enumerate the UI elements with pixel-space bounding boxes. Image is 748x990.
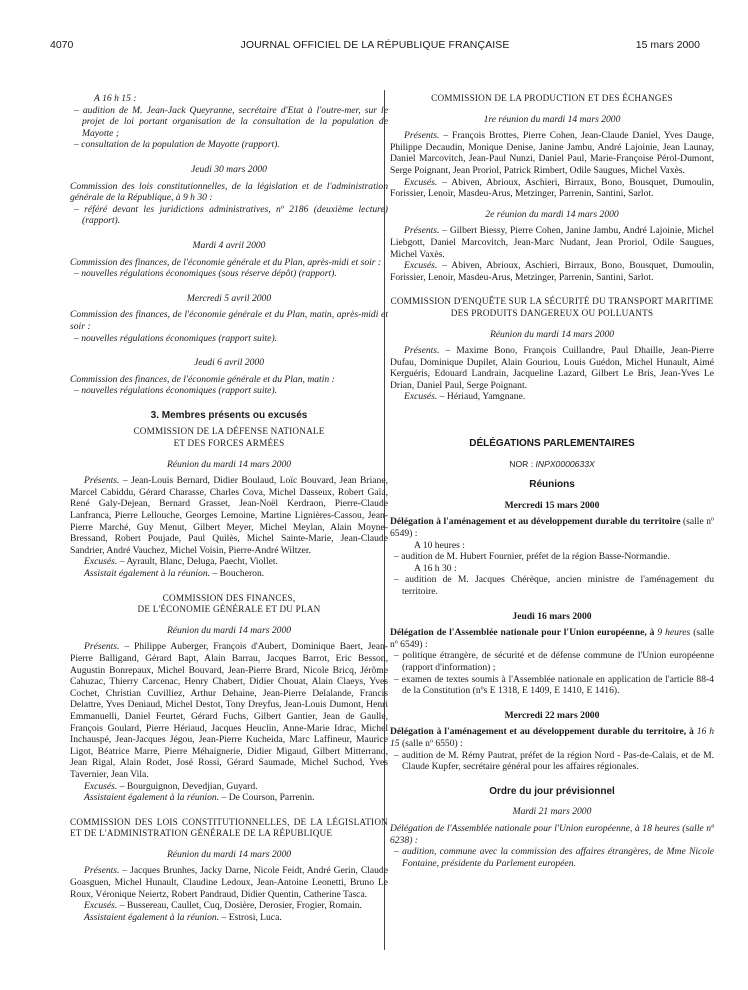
commission-name: ET DES FORCES ARMÉES xyxy=(173,438,285,449)
attendance-also: Assistait également à la réunion. – Boucheron. xyxy=(84,568,265,579)
agenda-item: – nouvelles régulations économiques (sous réserve dépôt) (rapport). xyxy=(74,268,337,280)
agenda-item: – consultation de la population de Mayotte (rapport). xyxy=(74,139,280,151)
time-heading: A 10 heures : xyxy=(414,539,465,551)
commission-line: Commission des finances, de l'économie générale et du Plan, après-midi et soir : xyxy=(70,256,382,268)
date-heading: Jeudi 16 mars 2000 xyxy=(512,610,592,622)
agenda-item: – nouvelles régulations économiques (rapport suite). xyxy=(74,385,278,397)
delegation-line: Délégation de l'Assemblée nationale pour l'Union européenne, à 9 heures (salle nº 6549) : xyxy=(390,627,714,650)
date-heading: Mardi 21 mars 2000 xyxy=(512,806,592,818)
date-heading: Jeudi 6 avril 2000 xyxy=(193,357,265,369)
section-heading: DÉLÉGATIONS PARLEMENTAIRES xyxy=(469,438,635,450)
date-heading: Mardi 4 avril 2000 xyxy=(192,239,266,251)
date-heading: Mercredi 15 mars 2000 xyxy=(504,499,600,511)
date-heading: Jeudi 30 mars 2000 xyxy=(191,163,267,175)
nor-reference: NOR : INPX0000633X xyxy=(509,458,595,469)
agenda-item: – audition, commune avec la commission des affaires étrangères, de Mme Nicole Fontaine, présidente du Parlement européen. xyxy=(394,846,714,869)
agenda-item: – audition de M. Rémy Pautrat, préfet de la région Nord - Pas-de-Calais, et de M. Claude Kupfer, secrétaire général pour les affaires régionales. xyxy=(394,749,714,773)
issue-date: 15 mars 2000 xyxy=(635,39,700,51)
agenda-item: – audition de M. Jacques Chérèque, ancien ministre de l'aménagement du territoire. xyxy=(394,574,714,597)
attendance-excused: Excusés. – Bourguignon, Devedjian, Guyard. xyxy=(84,780,258,792)
commission-line: Commission des lois constitutionnelles, de la législation et de l'administration générale de la République, à 9 h 30 : xyxy=(70,180,388,204)
meeting-heading: Réunion du mardi 14 mars 2000 xyxy=(489,328,615,340)
attendance-also: Assistaient également à la réunion. – Estrosi, Luca. xyxy=(84,911,282,923)
delegation-line: Délégation de l'Assemblée nationale pour l'Union européenne, à 18 heures (salle nº 6238) : xyxy=(390,822,714,846)
commission-line: Commission des finances, de l'économie générale et du Plan, matin, après-midi et soir : xyxy=(70,309,388,332)
meeting-heading: 2e réunion du mardi 14 mars 2000 xyxy=(485,208,619,220)
page-header xyxy=(50,40,700,54)
meeting-heading: 1re réunion du mardi 14 mars 2000 xyxy=(483,113,621,125)
subsection-heading: Ordre du jour prévisionnel xyxy=(489,785,615,797)
attendance-present: Présents. – Philippe Auberger, François d'Aubert, Dominique Baert, Jean-Pierre Balligand, Gérard Bapt, Alain Barrau, Jacques Barrot, Eric Besson, Augustin Bonrepaux, Michel Bouvard, Jean-Pierre Brard, Nicole Bricq, Jérôme Cahuzac, Thierry Carcenac, Henry Chabert, Didier Chouat, Alain Claeys, Yves Cochet, Christian Cuvilliez, Arthur Dehaine, Jean-Pierre Delalande, Francis Delattre, Yves Deniaud, Michel Destot, Tony Dreyfus, Jean-Louis Dumont, Henri Emmanuelli, Daniel Feurtet, Gérard Fuchs, Gilbert Gantier, Jean de Gaulle, François Goulard, Pierre Hériaud, Jacques Heuclin, Anne-Marie Idrac, Michel Inchauspé, Jean-Jacques Jégou, Jean-Pierre Kucheida, Marc Laffineur, Maurice Ligot, Béatrice Marre, Pierre Méhaignerie, Didier Migaud, Gilbert Mitterrand, Jean Rigal, Alain Rodet, José Rossi, Gérard Saumade, Michel Suchod, Yves Tavernier, Jean Vila. xyxy=(70,641,388,780)
agenda-item: – politique étrangère, de sécurité et de défense commune de l'Union européenne (rapport d'information) ; xyxy=(394,650,714,673)
commission-name: COMMISSION DES FINANCES, xyxy=(162,592,296,603)
commission-name: DE L'ÉCONOMIE GÉNÉRALE ET DU PLAN xyxy=(137,604,321,615)
attendance-excused: Excusés. – Abiven, Abrioux, Aschieri, Birraux, Bono, Bousquet, Dumoulin, Forissier, Lenoir, Masdeu-Arus, Metzinger, Parrenin, Santini, Sarlot. xyxy=(390,260,714,283)
time-heading: A 16 h 30 : xyxy=(414,562,457,574)
right-column xyxy=(390,93,714,869)
date-heading: Mercredi 22 mars 2000 xyxy=(504,709,600,721)
agenda-item: – référé devant les juridictions administratives, nº 2186 (deuxième lecture) (rapport). xyxy=(74,203,388,227)
date-heading: Mercredi 5 avril 2000 xyxy=(186,292,272,304)
delegation-line: Délégation à l'aménagement et au développement durable du territoire (salle nº 6549) : xyxy=(390,516,714,540)
attendance-excused: Excusés. – Hériaud, Yamgnane. xyxy=(404,391,526,403)
attendance-present: Présents. – Gilbert Biessy, Pierre Cohen, Janine Jambu, André Lajoinie, Michel Liebgott, Daniel Marcovitch, Jean-Marc Nudant, Jean Proriol, Odile Saugues, Michel Vaxès. xyxy=(390,225,714,260)
meeting-heading: Réunion du mardi 14 mars 2000 xyxy=(166,624,292,636)
commission-name: COMMISSION DE LA PRODUCTION ET DES ÉCHANGES xyxy=(431,93,673,103)
attendance-present: Présents. – Jean-Louis Bernard, Didier Boulaud, Loïc Bouvard, Jean Briane, Marcel Cabiddu, Gérard Charasse, Charles Cova, Michel Dasseux, Robert Gaïa, René Galy-Dejean, Bernard Grasset, Jean-Noël Kerdraon, Pierre-Claude Lanfranca, Pierre Lellouche, Georges Lemoine, Martine Lignières-Cassou, Jean-Pierre Marché, Guy Menut, Gilbert Meyer, Michel Meylan, Alain Moyne-Bressand, Robert Poujade, Paul Quilès, Michel Sainte-Marie, Jean-Claude Sandrier, André Vauchez, Michel Voisin, Pierre-André Wiltzer. xyxy=(70,475,388,556)
agenda-item: – audition de M. Jean-Jack Queyranne, secrétaire d'Etat à l'outre-mer, sur le projet de loi portant organisation de la consultation de la population de Mayotte ; xyxy=(74,104,388,139)
commission-line: Commission des finances, de l'économie générale et du Plan, matin : xyxy=(70,373,335,385)
attendance-excused: Excusés. – Bussereau, Caullet, Cuq, Dosière, Derosier, Frogier, Romain. xyxy=(84,900,362,912)
meeting-heading: Réunion du mardi 14 mars 2000 xyxy=(166,458,292,470)
attendance-present: Présents. – Jacques Brunhes, Jacky Darne, Nicole Feidt, André Gerin, Claude Goasguen, Michel Hunault, Claudine Ledoux, Jean-Antoine Leonetti, Bruno Le Roux, Véronique Neiertz, Robert Pandraud, Didier Quentin, Catherine Tasca. xyxy=(70,865,388,900)
subsection-heading: Réunions xyxy=(529,479,575,491)
attendance-excused: Excusés. – Ayrault, Blanc, Deluga, Paecht, Viollet. xyxy=(84,556,278,568)
commission-name: COMMISSION DES LOIS CONSTITUTIONNELLES, DE LA LÉGISLATION ET DE L'ADMINISTRATION GÉNÉRALE DE LA RÉPUBLIQUE xyxy=(70,816,388,839)
journal-title: JOURNAL OFFICIEL DE LA RÉPUBLIQUE FRANÇAISE xyxy=(240,39,510,51)
attendance-present: Présents. – Maxime Bono, François Cuillandre, Paul Dhaille, Jean-Pierre Dufau, Dominique Dupilet, Alain Gouriou, Louis Guédon, Michel Hunault, Aimé Kerguéris, Edouard Landrain, Jacqueline Lazard, Gilbert Le Bris, Jean-Yves Le Drian, Daniel Paul, Serge Poignant. xyxy=(390,345,714,391)
agenda-item: – nouvelles régulations économiques (rapport suite). xyxy=(74,332,278,344)
time-heading: A 16 h 15 : xyxy=(94,93,137,104)
commission-name: COMMISSION DE LA DÉFENSE NATIONALE xyxy=(133,426,325,437)
agenda-item: – audition de M. Hubert Fournier, préfet de la région Basse-Normandie. xyxy=(394,551,670,563)
left-column xyxy=(70,93,388,923)
attendance-also: Assistaient également à la réunion. – De Courson, Parrenin. xyxy=(84,792,315,804)
attendance-excused: Excusés. – Abiven, Abrioux, Aschieri, Birraux, Bono, Bousquet, Dumoulin, Forissier, Lenoir, Masdeu-Arus, Metzinger, Parrenin, Santini, Sarlot. xyxy=(390,176,714,200)
attendance-present: Présents. – François Brottes, Pierre Cohen, Jean-Claude Daniel, Yves Dauge, Philippe Decaudin, Monique Denise, Janine Jambu, André Lajoinie, Jean Launay, Daniel Marcovitch, Jean-Paul Nunzi, Daniel Paul, Marie-Françoise Pérol-Dumont, Serge Poignant, Jean Proriol, Patrick Rimbert, Odile Saugues, Michel Vaxès. xyxy=(390,130,714,176)
page-number: 4070 xyxy=(50,39,74,51)
delegation-line: Délégation à l'aménagement et au développement durable du territoire, à 16 h 15 (salle nº 6550) : xyxy=(390,726,714,749)
agenda-item: – examen de textes soumis à l'Assemblée nationale en application de l'article 88-4 de la Constitution (nºs E 1318, E 1409, E 1410, E 1416). xyxy=(394,673,714,697)
meeting-heading: Réunion du mardi 14 mars 2000 xyxy=(166,848,292,860)
commission-name: COMMISSION D'ENQUÊTE SUR LA SÉCURITÉ DU TRANSPORT MARITIME DES PRODUITS DANGEREUX OU POLLUANTS xyxy=(390,296,714,318)
section-heading: 3. Membres présents ou excusés xyxy=(150,409,308,421)
